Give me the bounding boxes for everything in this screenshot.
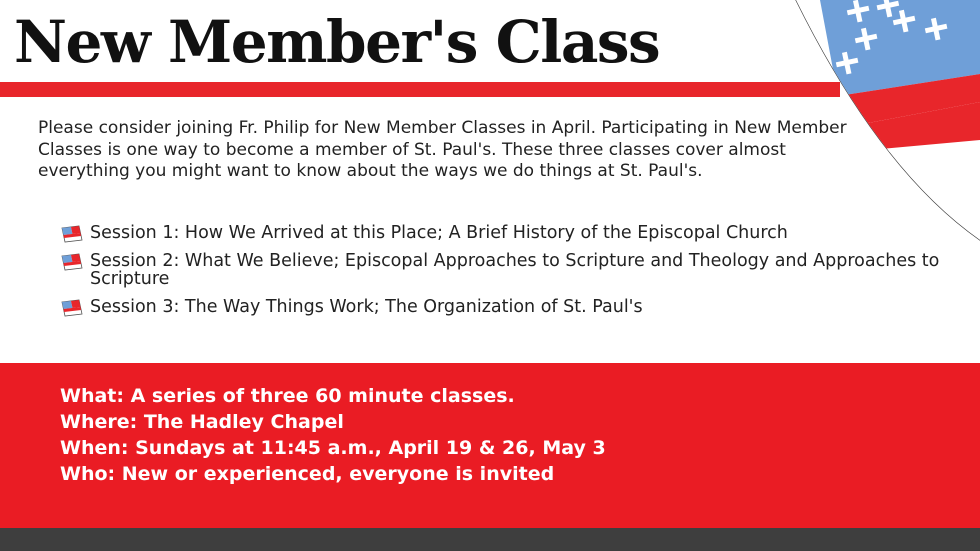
session-text: Session 1: How We Arrived at this Place; A Brief History of the Episcopal Church: [90, 223, 788, 243]
episcopal-flag-icon: [60, 225, 84, 243]
session-item: [60, 252, 960, 288]
session-item: [60, 224, 960, 242]
session-item: [60, 298, 960, 316]
intro-paragraph: Please consider joining Fr. Philip for New Member Classes in April. Participating in New Member Classes is one way to become a member of St. Paul's. These three classes cover almost everything you might want to know about the ways we do things at St. Paul's.: [38, 118, 847, 181]
title-underline: [0, 82, 840, 97]
detail-where: Where: The Hadley Chapel: [60, 411, 344, 433]
detail-who: Who: New or experienced, everyone is invited: [60, 463, 555, 485]
detail-what: What: A series of three 60 minute classes.: [60, 385, 515, 407]
detail-when: When: Sundays at 11:45 a.m., April 19 & 26, May 3: [60, 437, 606, 459]
page-title: New Member's Class: [14, 8, 660, 76]
session-text: Session 3: The Way Things Work; The Organization of St. Paul's: [90, 297, 643, 317]
class-details: [60, 383, 606, 487]
episcopal-flag-icon: [60, 253, 84, 271]
footer-bar: [0, 528, 980, 551]
episcopal-flag-icon: [60, 299, 84, 317]
session-list: [60, 224, 960, 316]
session-text: Session 2: What We Believe; Episcopal Approaches to Scripture and Theology and Approaches to Scripture: [90, 251, 940, 289]
